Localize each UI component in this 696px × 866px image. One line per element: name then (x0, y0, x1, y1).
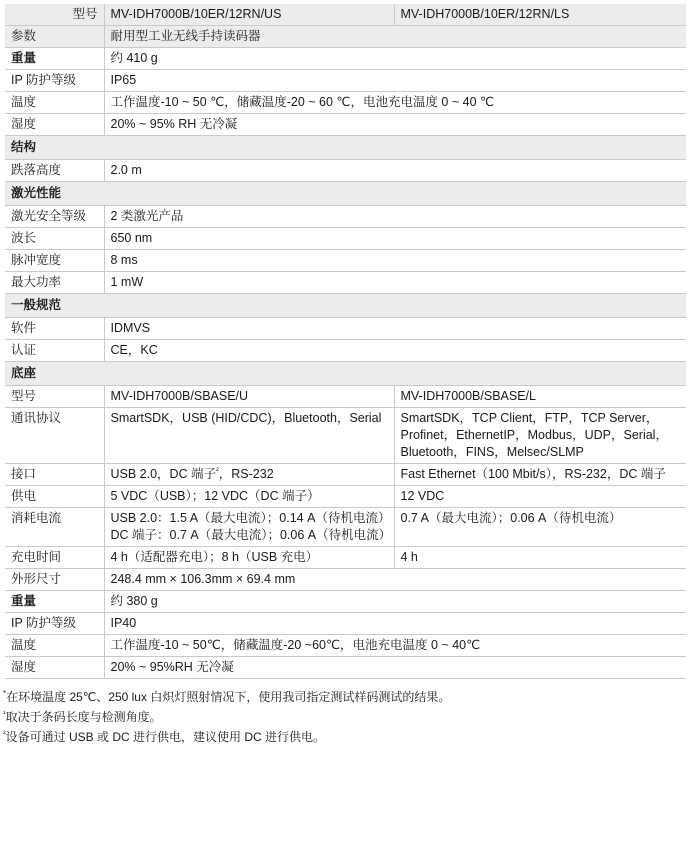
cert-value: CE，KC (104, 340, 686, 362)
base-humidity-value: 20% ~ 95%RH 无冷凝 (104, 657, 686, 679)
base-humidity-row (5, 657, 686, 679)
ip-row (5, 70, 686, 92)
laser-class-row (5, 206, 686, 228)
params-row (5, 26, 686, 48)
temperature-row (5, 92, 686, 114)
interface-u-text: USB 2.0，DC 端子 (110, 467, 217, 481)
drop-row (5, 160, 686, 182)
interface-label: 接口 (5, 464, 104, 486)
base-ip-value: IP40 (104, 613, 686, 635)
power-label: 最大功率 (5, 272, 104, 294)
base-temperature-label: 温度 (5, 635, 104, 657)
weight-row (5, 48, 686, 70)
power-value: 1 mW (104, 272, 686, 294)
interface-u (104, 464, 394, 486)
structure-section-title: 结构 (5, 136, 686, 160)
pulse-row (5, 250, 686, 272)
protocol-row (5, 408, 686, 464)
laser-class-value: 2 类激光产品 (104, 206, 686, 228)
ip-label: IP 防护等级 (5, 70, 104, 92)
dimensions-value: 248.4 mm × 106.3mm × 69.4 mm (104, 569, 686, 591)
interface-row (5, 464, 686, 486)
base-temperature-row (5, 635, 686, 657)
cert-row (5, 340, 686, 362)
software-value: IDMVS (104, 318, 686, 340)
base-ip-label: IP 防护等级 (5, 613, 104, 635)
footnote-text: 取决于条码长度与检测角度。 (5, 710, 162, 724)
ip-value: IP65 (104, 70, 686, 92)
base-weight-label: 重量 (5, 591, 104, 613)
dimensions-row (5, 569, 686, 591)
interface-u-tail: ，RS-232 (218, 467, 274, 481)
protocol-u: SmartSDK，USB (HID/CDC)，Bluetooth，Serial (104, 408, 394, 464)
wavelength-row (5, 228, 686, 250)
current-l: 0.7 A（最大电流）；0.06 A（待机电流） (394, 508, 686, 547)
pulse-value: 8 ms (104, 250, 686, 272)
base-weight-row (5, 591, 686, 613)
base-temperature-value: 工作温度-10 ~ 50℃，储藏温度-20 ~60℃，电池充电温度 0 ~ 40℃ (104, 635, 686, 657)
base-model-u: MV-IDH7000B/SBASE/U (104, 386, 394, 408)
current-label: 消耗电流 (5, 508, 104, 547)
charge-row (5, 547, 686, 569)
current-u: USB 2.0：1.5 A（最大电流）；0.14 A（待机电流）DC 端子：0.7 A（最大电流）；0.06 A（待机电流） (104, 508, 394, 547)
cert-label: 认证 (5, 340, 104, 362)
pulse-label: 脉冲宽度 (5, 250, 104, 272)
drop-value: 2.0 m (104, 160, 686, 182)
supply-l: 12 VDC (394, 486, 686, 508)
general-section-row (5, 294, 686, 318)
footnote-text: 设备可通过 USB 或 DC 进行供电，建议使用 DC 进行供电。 (5, 730, 326, 744)
weight-value: 约 410 g (104, 48, 686, 70)
current-row (5, 508, 686, 547)
general-section-title: 一般规范 (5, 294, 686, 318)
charge-u: 4 h（适配器充电）；8 h（USB 充电） (104, 547, 394, 569)
humidity-value: 20% ~ 95% RH 无冷凝 (104, 114, 686, 136)
footnote-mark: * (3, 689, 7, 698)
base-model-row (5, 386, 686, 408)
base-model-label: 型号 (5, 386, 104, 408)
laser-section-row (5, 182, 686, 206)
humidity-label: 湿度 (5, 114, 104, 136)
model-header-row (5, 4, 686, 26)
protocol-label: 通讯协议 (5, 408, 104, 464)
base-ip-row (5, 613, 686, 635)
base-humidity-label: 湿度 (5, 657, 104, 679)
software-label: 软件 (5, 318, 104, 340)
footnote-text: 在环境温度 25℃、250 lux 白炽灯照射情况下，使用我司指定测试样码测试的结果。 (6, 690, 451, 704)
model-us: MV-IDH7000B/10ER/12RN/US (104, 4, 394, 26)
protocol-l: SmartSDK，TCP Client，FTP，TCP Server，Profinet，EthernetIP，Modbus，UDP，Serial，Bluetooth，FINS，Melsec/SLMP (394, 408, 686, 464)
charge-label: 充电时间 (5, 547, 104, 569)
params-label: 参数 (5, 26, 104, 48)
params-value: 耐用型工业无线手持读码器 (104, 26, 686, 48)
wavelength-value: 650 nm (104, 228, 686, 250)
software-row (5, 318, 686, 340)
footnote-item (3, 707, 693, 727)
footnote-mark: ¹ (3, 709, 6, 718)
charge-l: 4 h (394, 547, 686, 569)
wavelength-label: 波长 (5, 228, 104, 250)
base-weight-value: 约 380 g (104, 591, 686, 613)
structure-section-row (5, 136, 686, 160)
weight-label: 重量 (5, 48, 104, 70)
power-row (5, 272, 686, 294)
temperature-label: 温度 (5, 92, 104, 114)
base-section-row (5, 362, 686, 386)
interface-u-footnote-mark: ² (216, 465, 219, 475)
base-model-l: MV-IDH7000B/SBASE/L (394, 386, 686, 408)
humidity-row (5, 114, 686, 136)
base-section-title: 底座 (5, 362, 686, 386)
footnotes (3, 687, 693, 747)
model-header-label: 型号 (5, 4, 104, 26)
laser-section-title: 激光性能 (5, 182, 686, 206)
supply-u: 5 VDC（USB）；12 VDC（DC 端子） (104, 486, 394, 508)
footnote-mark: ² (3, 729, 6, 738)
spec-table (5, 4, 686, 679)
footnote-item (3, 687, 693, 707)
footnote-item (3, 727, 693, 747)
spec-table-container (5, 4, 686, 679)
model-ls: MV-IDH7000B/10ER/12RN/LS (394, 4, 686, 26)
supply-row (5, 486, 686, 508)
laser-class-label: 激光安全等级 (5, 206, 104, 228)
temperature-value: 工作温度-10 ~ 50 ℃，储藏温度-20 ~ 60 ℃，电池充电温度 0 ~ 40 ℃ (104, 92, 686, 114)
dimensions-label: 外形尺寸 (5, 569, 104, 591)
supply-label: 供电 (5, 486, 104, 508)
drop-label: 跌落高度 (5, 160, 104, 182)
interface-l: Fast Ethernet（100 Mbit/s），RS-232，DC 端子 (394, 464, 686, 486)
